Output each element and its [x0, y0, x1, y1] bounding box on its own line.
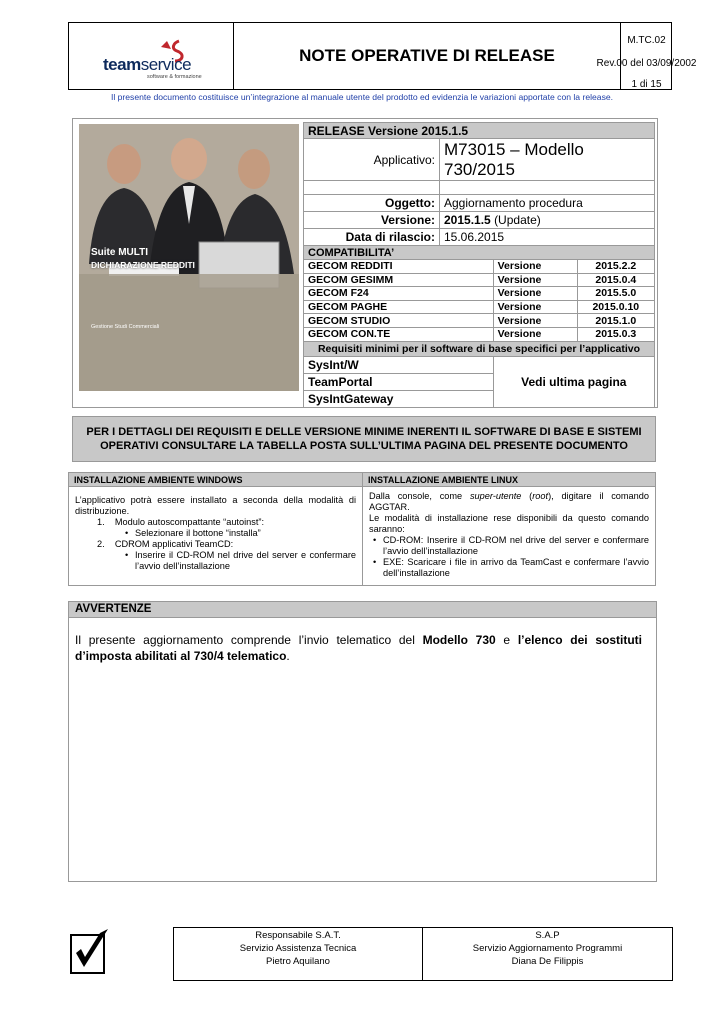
compat-row: GECOM PAGHE Versione 2015.0.10	[304, 300, 655, 314]
requisito-item: TeamPortal	[304, 373, 494, 390]
page-number: 1 di 15	[631, 79, 662, 90]
install-linux-intro: Dalla console, come super-utente (root), digitare il comando AGGTAR.	[369, 491, 649, 512]
avvertenze-header: AVVERTENZE	[69, 602, 656, 618]
install-windows	[69, 473, 363, 585]
cover-caption-line2: DICHIARAZIONE REDDITI	[91, 260, 195, 270]
compat-row: GECOM F24 Versione 2015.5.0	[304, 287, 655, 301]
install-linux	[363, 473, 655, 585]
avvertenze-section	[68, 601, 657, 882]
cover-caption-line3: Gestione Studi Commerciali	[91, 324, 160, 330]
signature-footer	[173, 927, 673, 981]
install-windows-step1-bullet: • Selezionare il bottone “installa”	[123, 528, 356, 539]
cover-caption-line1: Suite MULTI	[91, 247, 149, 258]
requisiti-note: Vedi ultima pagina	[493, 373, 654, 390]
compat-row: GECOM GESIMM Versione 2015.0.4	[304, 273, 655, 287]
oggetto-value: Aggiornamento procedura	[440, 195, 655, 212]
install-windows-step2-bullet: • Inserire il CD-ROM nel drive del server e confermare l’avvio dell’installazione	[123, 550, 356, 572]
compat-row: GECOM CON.TE Versione 2015.0.3	[304, 327, 655, 341]
release-header: RELEASE Versione 2015.1.5	[304, 123, 655, 139]
checkmark-icon	[70, 927, 110, 975]
data-rilascio-label: Data di rilascio:	[304, 229, 440, 246]
oggetto-label: Oggetto:	[304, 195, 440, 212]
document-meta	[596, 23, 697, 90]
doc-code: M.TC.02	[627, 35, 666, 46]
install-windows-step1: 1. Modulo autoscompattante “autoinst”:	[97, 517, 264, 527]
footer-right: S.A.P Servizio Aggiornamento Programmi Diana De Filippis	[472, 930, 623, 967]
versione-label: Versione:	[304, 212, 440, 229]
install-section	[68, 472, 656, 586]
page-title: NOTE OPERATIVE DI RELEASE	[234, 23, 621, 89]
applicativo-label: Applicativo:	[304, 139, 440, 181]
compat-header: COMPATIBILITA’	[304, 246, 655, 260]
release-table	[303, 122, 655, 408]
document-header	[68, 22, 697, 90]
avvertenze-text: Il presente aggiornamento comprende l’invio telematico del Modello 730 e l’elenco dei sostituti d’imposta abilitati al 730/4 telematico.	[75, 633, 642, 663]
revision: Rev.00 del 03/09/2002	[596, 58, 697, 69]
install-windows-intro: L’applicativo potrà essere installato a seconda della modalità di distribuzione.	[75, 495, 356, 516]
install-linux-header: INSTALLAZIONE AMBIENTE LINUX	[363, 473, 655, 487]
compat-row: GECOM REDDITI Versione 2015.2.2	[304, 260, 655, 274]
cover-image	[79, 124, 299, 391]
requisito-item: SysIntGateway	[304, 390, 494, 407]
teamservice-logo	[69, 23, 234, 89]
logo-tagline: software & formazione	[147, 74, 202, 80]
data-rilascio-value: 15.06.2015	[440, 229, 655, 246]
install-windows-step2: 2. CDROM applicativi TeamCD:	[97, 539, 234, 549]
install-linux-modes: Le modalità di installazione rese disponibili da questo comando saranno:	[369, 513, 649, 534]
footer-left: Responsabile S.A.T. Servizio Assistenza Tecnica Pietro Aquilano	[174, 928, 423, 980]
logo-brand-prefix: team	[103, 55, 141, 74]
install-windows-header: INSTALLAZIONE AMBIENTE WINDOWS	[69, 473, 362, 487]
install-linux-bullet: • CD-ROM: Inserire il CD-ROM nel drive del server e confermare l’avvio dell’installazione	[371, 535, 649, 557]
versione-note: (Update)	[494, 213, 541, 227]
logo-brand-suffix: service	[140, 55, 192, 74]
intro-note: Il presente documento costituisce un’integrazione al manuale utente del prodotto ed evidenzia le variazioni apportate con la release.	[110, 92, 614, 102]
compat-row: GECOM STUDIO Versione 2015.1.0	[304, 314, 655, 328]
versione-value: 2015.1.5	[444, 213, 491, 227]
install-linux-bullet: • EXE: Scaricare i file in arrivo da TeamCast e confermare l’avvio dell’installazione	[371, 557, 649, 579]
applicativo-value: M73015 – Modello 730/2015	[440, 139, 655, 181]
requirements-banner: PER I DETTAGLI DEI REQUISITI E DELLE VERSIONE MINIME INERENTI IL SOFTWARE DI BASE E SISTEMI OPERATIVI CONSULTARE LA TABELLA POSTA SULL’ULTIMA PAGINA DEL PRESENTE DOCUMENTO	[72, 416, 656, 462]
requisiti-header: Requisiti minimi per il software di base specifici per l’applicativo	[304, 341, 655, 356]
requisito-item: SysInt/W	[304, 356, 494, 373]
